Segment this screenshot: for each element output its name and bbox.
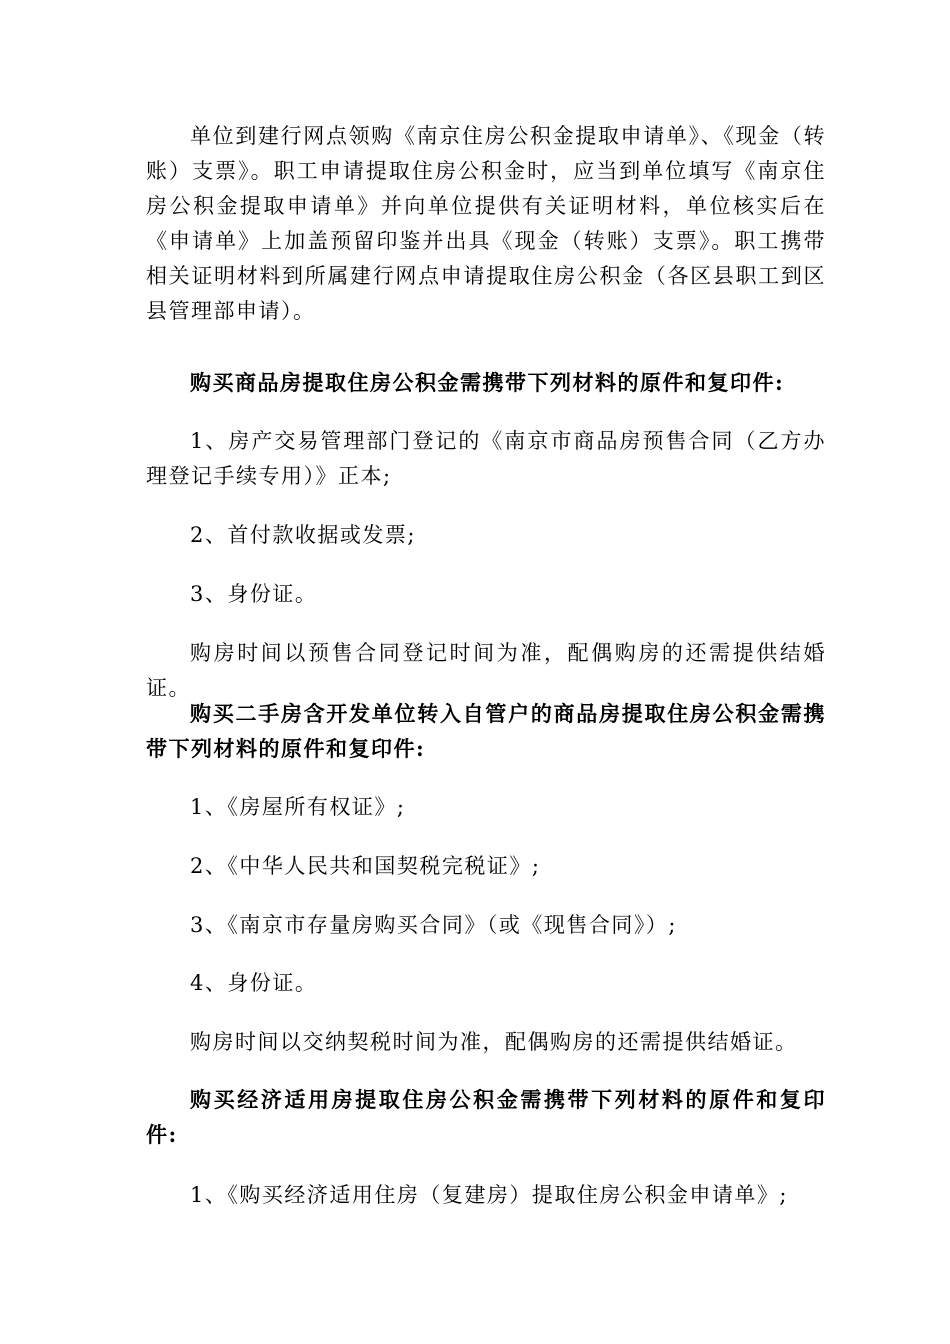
section1-note: 购房时间以预售合同登记时间为准，配偶购房的还需提供结婚证。 — [146, 641, 826, 700]
section2-item-2: 2、《中华人民共和国契税完税证》; — [190, 854, 541, 878]
section2-item-4: 4、身份证。 — [190, 971, 318, 995]
section2-item-3: 3、《南京市存量房购买合同》（或《现售合同》）; — [190, 913, 677, 937]
section1-heading: 购买商品房提取住房公积金需携带下列材料的原件和复印件: — [190, 370, 785, 395]
section2-item-1: 1、《房屋所有权证》; — [190, 795, 406, 819]
intro-paragraph: 单位到建行网点领购《南京住房公积金提取申请单》、《现金（转账）支票》。职工申请提取住房公积金时，应当到单位填写《南京住房公积金提取申请单》并向单位提供有关证明材料，单位核实后在《申请单》上加盖预留印鉴并出具《现金（转账）支票》。职工携带相关证明材料到所属建行网点申请提取住房公积金（各区县职工到区县管理部申请）。 — [146, 124, 826, 323]
section3-heading: 购买经济适用房提取住房公积金需携带下列材料的原件和复印件: — [146, 1087, 826, 1147]
section1-item-1: 1、房产交易管理部门登记的《南京市商品房预售合同（乙方办理登记手续专用）》正本; — [146, 429, 826, 488]
section1-item-2: 2、首付款收据或发票; — [190, 523, 416, 547]
section3-item-1: 1、《购买经济适用住房（复建房）提取住房公积金申请单》; — [190, 1183, 788, 1207]
section2-heading: 购买二手房含开发单位转入自管户的商品房提取住房公积金需携带下列材料的原件和复印件: — [146, 701, 826, 761]
section2-note: 购房时间以交纳契税时间为准，配偶购房的还需提供结婚证。 — [190, 1030, 798, 1054]
section1-item-3: 3、身份证。 — [190, 582, 318, 606]
